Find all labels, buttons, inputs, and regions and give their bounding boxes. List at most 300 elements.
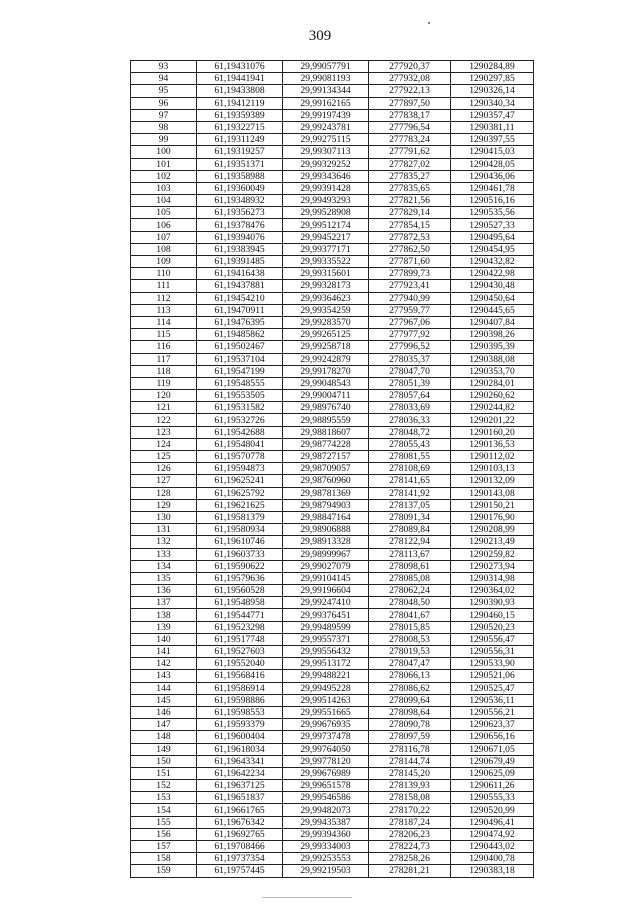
- y-coordinate-cell: 1290390,93: [451, 597, 534, 609]
- y-coordinate-cell: 1290445,65: [451, 304, 534, 316]
- y-coordinate-cell: 1290520,99: [451, 804, 534, 816]
- x-coordinate-cell: 277920,37: [369, 61, 451, 73]
- longitude-cell: 29,99528908: [283, 207, 369, 219]
- point-number-cell: 134: [131, 560, 197, 572]
- point-number-cell: 116: [131, 341, 197, 353]
- table-row: [131, 377, 534, 389]
- y-coordinate-cell: 1290297,85: [451, 73, 534, 85]
- y-coordinate-cell: 1290533,90: [451, 658, 534, 670]
- y-coordinate-cell: 1290450,64: [451, 292, 534, 304]
- y-coordinate-cell: 1290260,62: [451, 390, 534, 402]
- longitude-cell: 29,99334003: [283, 841, 369, 853]
- x-coordinate-cell: 278122,94: [369, 536, 451, 548]
- point-number-cell: 118: [131, 365, 197, 377]
- table-row: [131, 451, 534, 463]
- longitude-cell: 29,98781369: [283, 487, 369, 499]
- latitude-cell: 61,19621625: [197, 499, 283, 511]
- point-number-cell: 98: [131, 121, 197, 133]
- longitude-cell: 29,98906888: [283, 524, 369, 536]
- x-coordinate-cell: 278008,53: [369, 633, 451, 645]
- point-number-cell: 117: [131, 353, 197, 365]
- latitude-cell: 61,19547199: [197, 365, 283, 377]
- point-number-cell: 115: [131, 329, 197, 341]
- table-row: [131, 463, 534, 475]
- latitude-cell: 61,19560528: [197, 585, 283, 597]
- longitude-cell: 29,99676935: [283, 719, 369, 731]
- table-row: [131, 560, 534, 572]
- point-number-cell: 136: [131, 585, 197, 597]
- point-number-cell: 105: [131, 207, 197, 219]
- table-row: [131, 195, 534, 207]
- table-row: [131, 268, 534, 280]
- longitude-cell: 29,98794903: [283, 499, 369, 511]
- point-number-cell: 107: [131, 231, 197, 243]
- page-number: 309: [308, 28, 332, 44]
- table-row: [131, 853, 534, 865]
- x-coordinate-cell: 278158,08: [369, 792, 451, 804]
- latitude-cell: 61,19737354: [197, 853, 283, 865]
- latitude-cell: 61,19552040: [197, 658, 283, 670]
- point-number-cell: 156: [131, 828, 197, 840]
- y-coordinate-cell: 1290460,15: [451, 609, 534, 621]
- y-coordinate-cell: 1290556,21: [451, 706, 534, 718]
- y-coordinate-cell: 1290536,11: [451, 694, 534, 706]
- point-number-cell: 93: [131, 61, 197, 73]
- longitude-cell: 29,99242879: [283, 353, 369, 365]
- longitude-cell: 29,99265125: [283, 329, 369, 341]
- x-coordinate-cell: 277899,73: [369, 268, 451, 280]
- x-coordinate-cell: 278019,53: [369, 646, 451, 658]
- longitude-cell: 29,98727157: [283, 451, 369, 463]
- point-number-cell: 114: [131, 316, 197, 328]
- longitude-cell: 29,99513172: [283, 658, 369, 670]
- latitude-cell: 61,19431076: [197, 61, 283, 73]
- latitude-cell: 61,19570778: [197, 451, 283, 463]
- y-coordinate-cell: 1290555,33: [451, 792, 534, 804]
- longitude-cell: 29,99283570: [283, 316, 369, 328]
- table-row: [131, 280, 534, 292]
- table-row: [131, 865, 534, 877]
- x-coordinate-cell: 277835,65: [369, 182, 451, 194]
- y-coordinate-cell: 1290326,14: [451, 85, 534, 97]
- y-coordinate-cell: 1290208,99: [451, 524, 534, 536]
- latitude-cell: 61,19319257: [197, 146, 283, 158]
- y-coordinate-cell: 1290273,94: [451, 560, 534, 572]
- table-row: [131, 658, 534, 670]
- table-row: [131, 292, 534, 304]
- longitude-cell: 29,99219503: [283, 865, 369, 877]
- point-number-cell: 141: [131, 646, 197, 658]
- x-coordinate-cell: 277967,06: [369, 316, 451, 328]
- latitude-cell: 61,19360049: [197, 182, 283, 194]
- x-coordinate-cell: 277783,24: [369, 134, 451, 146]
- x-coordinate-cell: 278090,78: [369, 719, 451, 731]
- x-coordinate-cell: 277821,56: [369, 195, 451, 207]
- table-row: [131, 536, 534, 548]
- y-coordinate-cell: 1290397,55: [451, 134, 534, 146]
- x-coordinate-cell: 278041,67: [369, 609, 451, 621]
- point-number-cell: 132: [131, 536, 197, 548]
- latitude-cell: 61,19485862: [197, 329, 283, 341]
- longitude-cell: 29,98976740: [283, 402, 369, 414]
- y-coordinate-cell: 1290436,06: [451, 170, 534, 182]
- x-coordinate-cell: 277932,08: [369, 73, 451, 85]
- y-coordinate-cell: 1290383,18: [451, 865, 534, 877]
- y-coordinate-cell: 1290428,05: [451, 158, 534, 170]
- x-coordinate-cell: 277835,27: [369, 170, 451, 182]
- point-number-cell: 108: [131, 243, 197, 255]
- y-coordinate-cell: 1290556,47: [451, 633, 534, 645]
- point-number-cell: 103: [131, 182, 197, 194]
- y-coordinate-cell: 1290381,11: [451, 121, 534, 133]
- x-coordinate-cell: 278098,64: [369, 706, 451, 718]
- point-number-cell: 124: [131, 438, 197, 450]
- latitude-cell: 61,19651837: [197, 792, 283, 804]
- point-number-cell: 95: [131, 85, 197, 97]
- x-coordinate-cell: 278116,78: [369, 743, 451, 755]
- latitude-cell: 61,19356273: [197, 207, 283, 219]
- longitude-cell: 29,99354259: [283, 304, 369, 316]
- x-coordinate-cell: 278062,24: [369, 585, 451, 597]
- table-row: [131, 609, 534, 621]
- table-row: [131, 158, 534, 170]
- y-coordinate-cell: 1290495,64: [451, 231, 534, 243]
- y-coordinate-cell: 1290535,56: [451, 207, 534, 219]
- coordinates-table: [130, 60, 534, 878]
- x-coordinate-cell: 278144,74: [369, 755, 451, 767]
- longitude-cell: 29,99343646: [283, 170, 369, 182]
- table-row: [131, 719, 534, 731]
- x-coordinate-cell: 278099,64: [369, 694, 451, 706]
- longitude-cell: 29,99778120: [283, 755, 369, 767]
- x-coordinate-cell: 277940,99: [369, 292, 451, 304]
- table-row: [131, 670, 534, 682]
- longitude-cell: 29,99435387: [283, 816, 369, 828]
- latitude-cell: 61,19642234: [197, 767, 283, 779]
- longitude-cell: 29,99247410: [283, 597, 369, 609]
- latitude-cell: 61,19581379: [197, 511, 283, 523]
- y-coordinate-cell: 1290143,08: [451, 487, 534, 499]
- table-row: [131, 828, 534, 840]
- latitude-cell: 61,19618034: [197, 743, 283, 755]
- y-coordinate-cell: 1290671,05: [451, 743, 534, 755]
- point-number-cell: 139: [131, 621, 197, 633]
- y-coordinate-cell: 1290160,20: [451, 426, 534, 438]
- x-coordinate-cell: 278081,55: [369, 451, 451, 463]
- x-coordinate-cell: 277796,54: [369, 121, 451, 133]
- y-coordinate-cell: 1290407,84: [451, 316, 534, 328]
- longitude-cell: 29,99315601: [283, 268, 369, 280]
- x-coordinate-cell: 278145,20: [369, 767, 451, 779]
- y-coordinate-cell: 1290625,09: [451, 767, 534, 779]
- table-row: [131, 121, 534, 133]
- point-number-cell: 128: [131, 487, 197, 499]
- point-number-cell: 100: [131, 146, 197, 158]
- point-number-cell: 110: [131, 268, 197, 280]
- latitude-cell: 61,19394076: [197, 231, 283, 243]
- longitude-cell: 29,99335522: [283, 256, 369, 268]
- latitude-cell: 61,19433808: [197, 85, 283, 97]
- x-coordinate-cell: 278091,34: [369, 511, 451, 523]
- y-coordinate-cell: 1290400,78: [451, 853, 534, 865]
- latitude-cell: 61,19598553: [197, 706, 283, 718]
- y-coordinate-cell: 1290284,89: [451, 61, 534, 73]
- point-number-cell: 123: [131, 426, 197, 438]
- longitude-cell: 29,99737478: [283, 731, 369, 743]
- longitude-cell: 29,99258718: [283, 341, 369, 353]
- table-row: [131, 548, 534, 560]
- y-coordinate-cell: 1290213,49: [451, 536, 534, 548]
- point-number-cell: 137: [131, 597, 197, 609]
- y-coordinate-cell: 1290556,31: [451, 646, 534, 658]
- latitude-cell: 61,19532726: [197, 414, 283, 426]
- table-row: [131, 390, 534, 402]
- latitude-cell: 61,19358988: [197, 170, 283, 182]
- point-number-cell: 152: [131, 780, 197, 792]
- longitude-cell: 29,98709057: [283, 463, 369, 475]
- point-number-cell: 119: [131, 377, 197, 389]
- table-row: [131, 585, 534, 597]
- x-coordinate-cell: 278048,50: [369, 597, 451, 609]
- x-coordinate-cell: 277791,62: [369, 146, 451, 158]
- table-row: [131, 780, 534, 792]
- y-coordinate-cell: 1290353,70: [451, 365, 534, 377]
- y-coordinate-cell: 1290623,37: [451, 719, 534, 731]
- point-number-cell: 126: [131, 463, 197, 475]
- latitude-cell: 61,19625792: [197, 487, 283, 499]
- point-number-cell: 154: [131, 804, 197, 816]
- point-number-cell: 133: [131, 548, 197, 560]
- table-row: [131, 182, 534, 194]
- longitude-cell: 29,99197439: [283, 109, 369, 121]
- latitude-cell: 61,19598886: [197, 694, 283, 706]
- point-number-cell: 157: [131, 841, 197, 853]
- point-number-cell: 113: [131, 304, 197, 316]
- latitude-cell: 61,19590622: [197, 560, 283, 572]
- latitude-cell: 61,19600404: [197, 731, 283, 743]
- table-row: [131, 499, 534, 511]
- x-coordinate-cell: 278048,72: [369, 426, 451, 438]
- table-row: [131, 621, 534, 633]
- y-coordinate-cell: 1290150,21: [451, 499, 534, 511]
- table-row: [131, 207, 534, 219]
- x-coordinate-cell: 278098,61: [369, 560, 451, 572]
- longitude-cell: 29,99134344: [283, 85, 369, 97]
- latitude-cell: 61,19502467: [197, 341, 283, 353]
- x-coordinate-cell: 278187,24: [369, 816, 451, 828]
- latitude-cell: 61,19412119: [197, 97, 283, 109]
- longitude-cell: 29,98913328: [283, 536, 369, 548]
- latitude-cell: 61,19517748: [197, 633, 283, 645]
- latitude-cell: 61,19637125: [197, 780, 283, 792]
- latitude-cell: 61,19708466: [197, 841, 283, 853]
- x-coordinate-cell: 277923,41: [369, 280, 451, 292]
- y-coordinate-cell: 1290525,47: [451, 682, 534, 694]
- longitude-cell: 29,99546586: [283, 792, 369, 804]
- x-coordinate-cell: 278047,47: [369, 658, 451, 670]
- point-number-cell: 147: [131, 719, 197, 731]
- latitude-cell: 61,19378476: [197, 219, 283, 231]
- latitude-cell: 61,19523298: [197, 621, 283, 633]
- point-number-cell: 135: [131, 572, 197, 584]
- y-coordinate-cell: 1290132,09: [451, 475, 534, 487]
- y-coordinate-cell: 1290340,34: [451, 97, 534, 109]
- scan-speck: [428, 22, 430, 24]
- longitude-cell: 29,99243781: [283, 121, 369, 133]
- x-coordinate-cell: 277862,50: [369, 243, 451, 255]
- longitude-cell: 29,99489599: [283, 621, 369, 633]
- y-coordinate-cell: 1290527,33: [451, 219, 534, 231]
- table-row: [131, 256, 534, 268]
- point-number-cell: 99: [131, 134, 197, 146]
- longitude-cell: 29,99057791: [283, 61, 369, 73]
- longitude-cell: 29,99364623: [283, 292, 369, 304]
- latitude-cell: 61,19351371: [197, 158, 283, 170]
- point-number-cell: 94: [131, 73, 197, 85]
- point-number-cell: 129: [131, 499, 197, 511]
- x-coordinate-cell: 277996,52: [369, 341, 451, 353]
- x-coordinate-cell: 278066,13: [369, 670, 451, 682]
- table-row: [131, 816, 534, 828]
- x-coordinate-cell: 277922,13: [369, 85, 451, 97]
- longitude-cell: 29,99196604: [283, 585, 369, 597]
- point-number-cell: 130: [131, 511, 197, 523]
- x-coordinate-cell: 278097,59: [369, 731, 451, 743]
- y-coordinate-cell: 1290430,48: [451, 280, 534, 292]
- y-coordinate-cell: 1290357,47: [451, 109, 534, 121]
- table-row: [131, 682, 534, 694]
- point-number-cell: 121: [131, 402, 197, 414]
- x-coordinate-cell: 278086,62: [369, 682, 451, 694]
- y-coordinate-cell: 1290443,02: [451, 841, 534, 853]
- point-number-cell: 148: [131, 731, 197, 743]
- table-row: [131, 353, 534, 365]
- longitude-cell: 29,99512174: [283, 219, 369, 231]
- point-number-cell: 150: [131, 755, 197, 767]
- point-number-cell: 101: [131, 158, 197, 170]
- y-coordinate-cell: 1290432,82: [451, 256, 534, 268]
- point-number-cell: 131: [131, 524, 197, 536]
- y-coordinate-cell: 1290398,26: [451, 329, 534, 341]
- longitude-cell: 29,99557371: [283, 633, 369, 645]
- table-row: [131, 109, 534, 121]
- y-coordinate-cell: 1290520,23: [451, 621, 534, 633]
- y-coordinate-cell: 1290611,26: [451, 780, 534, 792]
- longitude-cell: 29,98895559: [283, 414, 369, 426]
- latitude-cell: 61,19643341: [197, 755, 283, 767]
- x-coordinate-cell: 278055,43: [369, 438, 451, 450]
- x-coordinate-cell: 277827,02: [369, 158, 451, 170]
- x-coordinate-cell: 278057,64: [369, 390, 451, 402]
- footer-rule: [262, 897, 352, 898]
- table-row: [131, 438, 534, 450]
- y-coordinate-cell: 1290656,16: [451, 731, 534, 743]
- longitude-cell: 29,99651578: [283, 780, 369, 792]
- table-row: [131, 231, 534, 243]
- x-coordinate-cell: 278051,39: [369, 377, 451, 389]
- latitude-cell: 61,19441941: [197, 73, 283, 85]
- latitude-cell: 61,19348932: [197, 195, 283, 207]
- latitude-cell: 61,19454210: [197, 292, 283, 304]
- longitude-cell: 29,98999967: [283, 548, 369, 560]
- point-number-cell: 96: [131, 97, 197, 109]
- latitude-cell: 61,19757445: [197, 865, 283, 877]
- y-coordinate-cell: 1290136,53: [451, 438, 534, 450]
- y-coordinate-cell: 1290422,98: [451, 268, 534, 280]
- y-coordinate-cell: 1290112,02: [451, 451, 534, 463]
- y-coordinate-cell: 1290364,02: [451, 585, 534, 597]
- latitude-cell: 61,19548041: [197, 438, 283, 450]
- x-coordinate-cell: 277872,53: [369, 231, 451, 243]
- latitude-cell: 61,19311249: [197, 134, 283, 146]
- table-row: [131, 475, 534, 487]
- table-row: [131, 755, 534, 767]
- latitude-cell: 61,19594873: [197, 463, 283, 475]
- table-row: [131, 61, 534, 73]
- x-coordinate-cell: 278035,37: [369, 353, 451, 365]
- latitude-cell: 61,19537104: [197, 353, 283, 365]
- longitude-cell: 29,99493293: [283, 195, 369, 207]
- latitude-cell: 61,19359389: [197, 109, 283, 121]
- table-row: [131, 597, 534, 609]
- latitude-cell: 61,19610746: [197, 536, 283, 548]
- latitude-cell: 61,19553505: [197, 390, 283, 402]
- longitude-cell: 29,99394360: [283, 828, 369, 840]
- latitude-cell: 61,19531582: [197, 402, 283, 414]
- x-coordinate-cell: 278085,08: [369, 572, 451, 584]
- longitude-cell: 29,98847164: [283, 511, 369, 523]
- y-coordinate-cell: 1290388,08: [451, 353, 534, 365]
- point-number-cell: 145: [131, 694, 197, 706]
- longitude-cell: 29,99514263: [283, 694, 369, 706]
- latitude-cell: 61,19542688: [197, 426, 283, 438]
- x-coordinate-cell: 278139,93: [369, 780, 451, 792]
- y-coordinate-cell: 1290474,92: [451, 828, 534, 840]
- longitude-cell: 29,99275115: [283, 134, 369, 146]
- y-coordinate-cell: 1290521,06: [451, 670, 534, 682]
- longitude-cell: 29,99081193: [283, 73, 369, 85]
- latitude-cell: 61,19544771: [197, 609, 283, 621]
- x-coordinate-cell: 278089,84: [369, 524, 451, 536]
- latitude-cell: 61,19383945: [197, 243, 283, 255]
- table-row: [131, 146, 534, 158]
- point-number-cell: 153: [131, 792, 197, 804]
- table-row: [131, 731, 534, 743]
- x-coordinate-cell: 277854,15: [369, 219, 451, 231]
- x-coordinate-cell: 277871,60: [369, 256, 451, 268]
- y-coordinate-cell: 1290461,78: [451, 182, 534, 194]
- table-row: [131, 73, 534, 85]
- x-coordinate-cell: 278113,67: [369, 548, 451, 560]
- point-number-cell: 120: [131, 390, 197, 402]
- y-coordinate-cell: 1290395,39: [451, 341, 534, 353]
- x-coordinate-cell: 277838,17: [369, 109, 451, 121]
- y-coordinate-cell: 1290176,90: [451, 511, 534, 523]
- x-coordinate-cell: 278137,05: [369, 499, 451, 511]
- y-coordinate-cell: 1290284,01: [451, 377, 534, 389]
- longitude-cell: 29,99048543: [283, 377, 369, 389]
- table-row: [131, 511, 534, 523]
- longitude-cell: 29,99329252: [283, 158, 369, 170]
- table-row: [131, 572, 534, 584]
- latitude-cell: 61,19593379: [197, 719, 283, 731]
- point-number-cell: 159: [131, 865, 197, 877]
- y-coordinate-cell: 1290201,22: [451, 414, 534, 426]
- point-number-cell: 151: [131, 767, 197, 779]
- latitude-cell: 61,19391485: [197, 256, 283, 268]
- latitude-cell: 61,19692765: [197, 828, 283, 840]
- y-coordinate-cell: 1290516,16: [451, 195, 534, 207]
